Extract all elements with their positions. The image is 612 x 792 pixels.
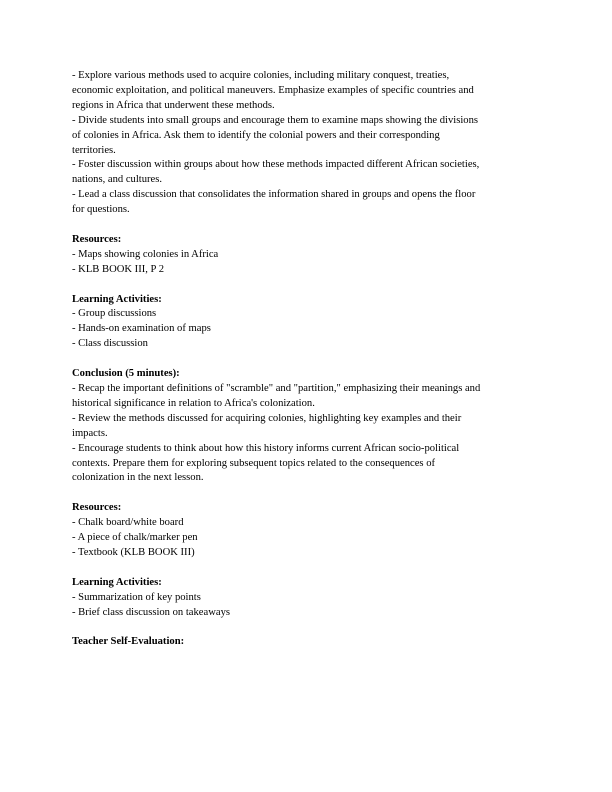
activity-item: - Group discussions <box>72 308 157 320</box>
learning-activities-heading: Learning Activities: <box>72 576 162 588</box>
conclusion-line: historical significance in relation to Africa's colonization. <box>72 397 315 409</box>
resources-section-1 <box>72 233 540 278</box>
activity-item: - Summarization of key points <box>72 591 201 603</box>
conclusion-heading: Conclusion (5 minutes): <box>72 368 180 380</box>
intro-line: for questions. <box>72 204 130 216</box>
conclusion-line: contexts. Prepare them for exploring subsequent topics related to the consequences of <box>72 457 436 469</box>
intro-line: of colonies in Africa. Ask them to identify the colonial powers and their corresponding <box>72 129 440 141</box>
teacher-self-evaluation-heading: Teacher Self-Evaluation: <box>72 636 185 648</box>
intro-line: - Lead a class discussion that consolidates the information shared in groups and opens the floor <box>72 189 476 201</box>
intro-line: economic exploitation, and political maneuvers. Emphasize examples of specific countries and <box>72 84 474 96</box>
teacher-self-evaluation-section <box>72 635 540 650</box>
learning-activities-heading: Learning Activities: <box>72 293 162 305</box>
learning-activities-section-1 <box>72 293 540 353</box>
intro-line: - Explore various methods used to acquire colonies, including military conquest, treaties, <box>72 70 450 81</box>
resource-item: - A piece of chalk/marker pen <box>72 532 198 544</box>
intro-line: - Divide students into small groups and encourage them to examine maps showing the divisions <box>72 114 479 126</box>
activity-item: - Class discussion <box>72 338 148 350</box>
resource-item: - Textbook (KLB BOOK III) <box>72 546 195 558</box>
resource-item: - Chalk board/white board <box>72 517 184 529</box>
intro-line: regions in Africa that underwent these methods. <box>72 99 275 111</box>
section-gap <box>72 278 540 293</box>
intro-line: - Foster discussion within groups about how these methods impacted different African societies, <box>72 159 480 171</box>
section-gap <box>72 486 540 501</box>
resource-item: - Maps showing colonies in Africa <box>72 248 219 260</box>
page-content <box>72 69 540 650</box>
activity-item: - Hands-on examination of maps <box>72 323 211 335</box>
resources-section-2 <box>72 501 540 561</box>
resources-heading: Resources: <box>72 502 122 514</box>
intro-section <box>72 69 540 218</box>
section-gap <box>72 620 540 635</box>
resource-item: - KLB BOOK III, P 2 <box>72 263 165 275</box>
conclusion-line: impacts. <box>72 427 108 439</box>
learning-activities-section-2 <box>72 576 540 621</box>
conclusion-line: - Recap the important definitions of "scramble" and "partition," emphasizing their meanings and <box>72 382 481 394</box>
activity-item: - Brief class discussion on takeaways <box>72 606 230 618</box>
intro-line: territories. <box>72 144 116 156</box>
section-gap <box>72 218 540 233</box>
conclusion-line: - Review the methods discussed for acquiring colonies, highlighting key examples and their <box>72 412 462 424</box>
section-gap <box>72 561 540 576</box>
conclusion-line: - Encourage students to think about how this history informs current African socio-political <box>72 442 460 454</box>
section-gap <box>72 352 540 367</box>
conclusion-section <box>72 367 540 486</box>
conclusion-line: colonization in the next lesson. <box>72 472 204 484</box>
resources-heading: Resources: <box>72 233 122 245</box>
intro-line: nations, and cultures. <box>72 174 163 186</box>
